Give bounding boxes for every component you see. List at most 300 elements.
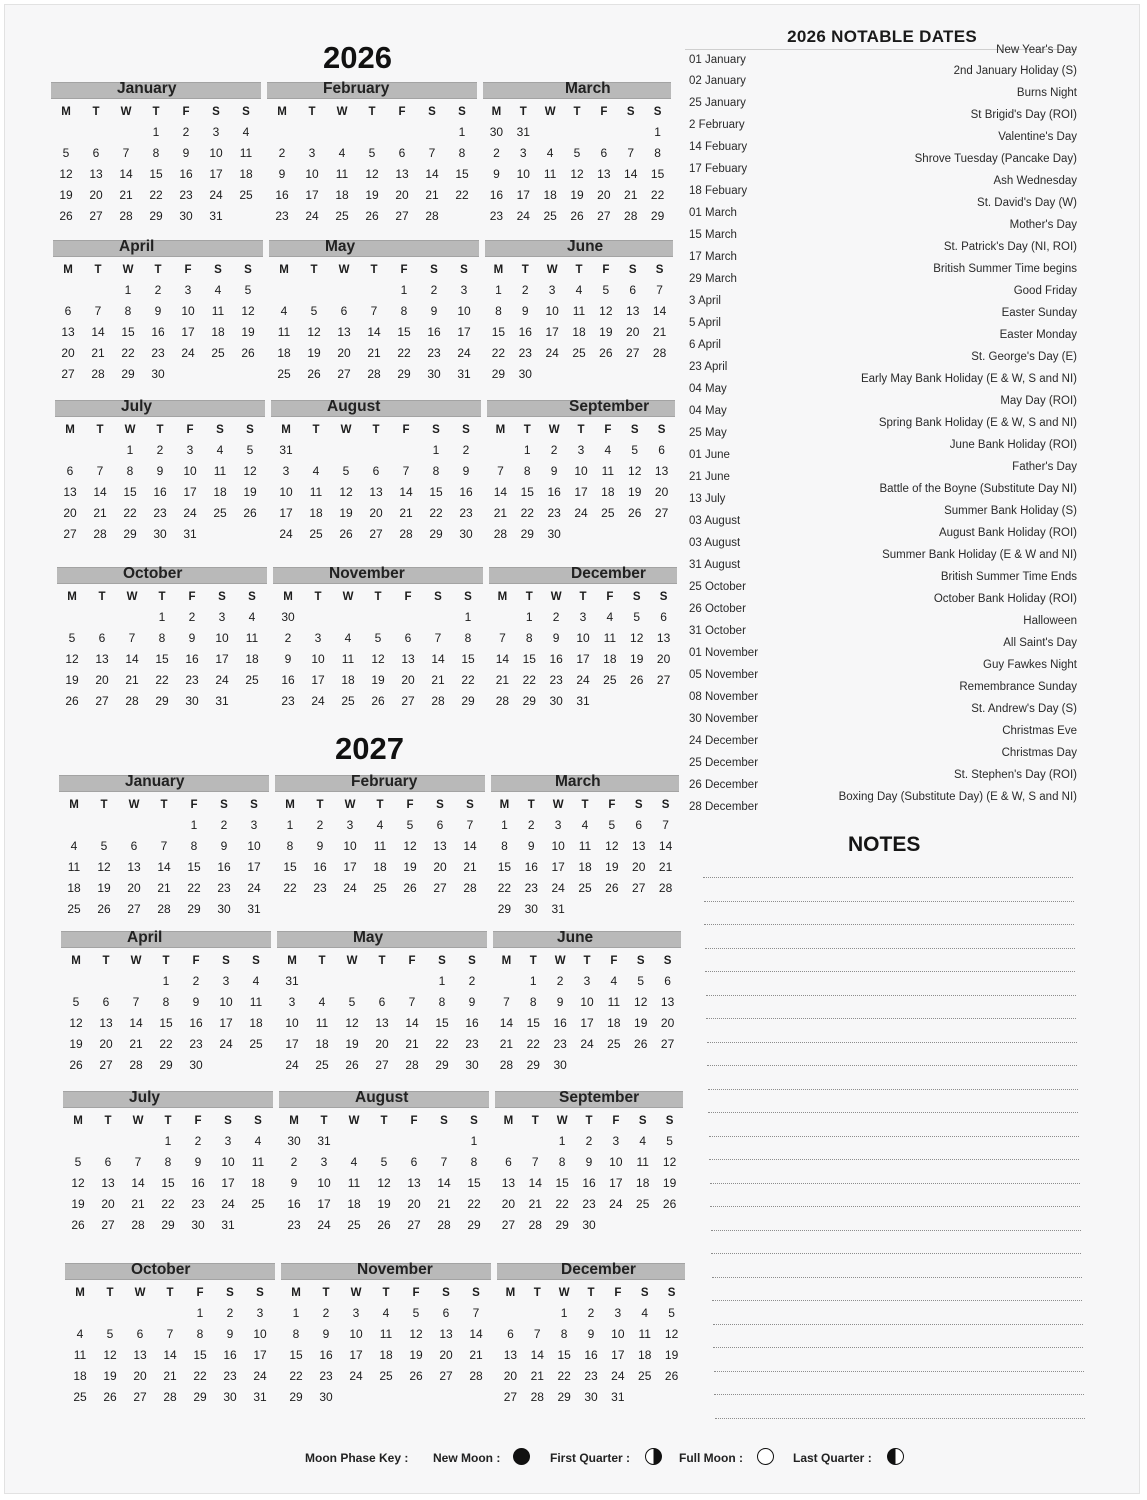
day-cell: 22: [526, 1037, 540, 1051]
notable-date: 25 October: [689, 581, 746, 593]
day-cell: 14: [463, 839, 477, 853]
day-cell: 10: [609, 1155, 623, 1169]
day-cell: 5: [666, 1134, 673, 1148]
day-cell: 9: [527, 839, 535, 853]
day-cell: 20: [660, 1016, 675, 1030]
notable-event: Battle of the Boyne (Substitute Day NI): [879, 483, 1077, 495]
new-moon-label: New Moon :: [433, 1451, 501, 1465]
month-name: August: [355, 1089, 409, 1106]
day-cell: 13: [337, 325, 351, 339]
day-cell: 9: [278, 167, 286, 181]
year-title-2027: 2027: [335, 731, 404, 766]
weekday-header: F: [196, 1287, 204, 1299]
day-grid: [63, 1111, 273, 1236]
month-march-2026: [483, 82, 671, 227]
day-cell: 4: [581, 818, 589, 832]
day-cell: 19: [599, 325, 613, 339]
day-cell: 19: [634, 1016, 648, 1030]
day-cell: 22: [149, 188, 163, 202]
day-cell: 29: [159, 1058, 173, 1072]
empty-day-cell: [429, 1131, 459, 1152]
empty-day-cell: [656, 1215, 683, 1236]
day-cell: 3: [320, 1155, 328, 1169]
empty-day-cell: [205, 524, 235, 545]
day-cell: 15: [522, 652, 536, 666]
day-cell: 23: [153, 506, 167, 520]
day-cell: 21: [437, 1197, 451, 1211]
day-cell: 13: [407, 1176, 421, 1190]
day-cell: 18: [67, 881, 81, 895]
day-cell: 12: [97, 860, 111, 874]
day-cell: 9: [556, 995, 564, 1009]
day-cell: 23: [319, 1369, 333, 1383]
weekday-header: S: [464, 591, 472, 603]
weekday-header: W: [132, 1115, 144, 1127]
weekday-header: F: [186, 424, 194, 436]
month-february-2026: [267, 82, 477, 227]
weekday-header: M: [499, 799, 510, 811]
day-cell: 2: [194, 1134, 202, 1148]
day-cell: 5: [380, 1155, 388, 1169]
day-cell: 16: [524, 860, 538, 874]
weekday-header: F: [604, 424, 612, 436]
day-cell: 31: [183, 527, 197, 541]
day-cell: 20: [127, 881, 141, 895]
day-cell: 8: [158, 631, 166, 645]
empty-day-cell: [489, 607, 516, 628]
day-cell: 11: [251, 1155, 265, 1169]
day-cell: 26: [345, 1058, 359, 1072]
day-cell: 5: [246, 443, 254, 457]
month-name: October: [131, 1261, 191, 1278]
month-name: August: [327, 398, 381, 415]
day-cell: 1: [438, 974, 446, 988]
day-cell: 5: [637, 974, 645, 988]
day-cell: 24: [611, 1369, 625, 1383]
day-cell: 30: [524, 902, 538, 916]
day-cell: 9: [290, 1176, 298, 1190]
day-cell: 19: [365, 188, 379, 202]
weekday-header: F: [608, 799, 616, 811]
empty-day-cell: [91, 971, 121, 992]
day-cell: 22: [159, 1037, 173, 1051]
day-cell: 19: [371, 673, 385, 687]
day-cell: 27: [401, 694, 415, 708]
day-cell: 13: [133, 1348, 147, 1362]
day-cell: 28: [431, 694, 445, 708]
weekday-header: T: [378, 955, 386, 967]
day-cell: 10: [580, 995, 594, 1009]
month-header-bar: [281, 1263, 491, 1280]
day-cell: 8: [464, 631, 472, 645]
day-cell: 14: [437, 1176, 451, 1190]
day-cell: 30: [185, 694, 199, 708]
day-cell: 1: [292, 1306, 300, 1320]
day-cell: 14: [469, 1327, 483, 1341]
empty-day-cell: [425, 899, 455, 920]
notes-line: [714, 1394, 1084, 1395]
day-cell: 27: [654, 506, 669, 520]
month-name: May: [325, 238, 356, 255]
day-cell: 12: [241, 304, 255, 318]
day-cell: 31: [551, 902, 565, 916]
day-cell: 17: [609, 1176, 623, 1190]
day-cell: 1: [654, 125, 661, 139]
day-cell: 15: [159, 1016, 173, 1030]
day-cell: 1: [286, 818, 294, 832]
weekday-header: W: [548, 424, 560, 436]
weekday-header: F: [408, 955, 416, 967]
day-cell: 6: [664, 974, 671, 988]
day-cell: 8: [286, 839, 294, 853]
day-cell: 17: [317, 1197, 331, 1211]
empty-day-cell: [566, 364, 593, 385]
day-cell: 15: [461, 652, 475, 666]
day-cell: 21: [469, 1348, 483, 1362]
day-cell: 27: [337, 367, 351, 381]
day-cell: 13: [501, 1176, 516, 1190]
day-cell: 11: [249, 995, 263, 1009]
day-cell: 1: [432, 443, 440, 457]
weekday-header: M: [491, 106, 502, 118]
day-cell: 2: [462, 443, 470, 457]
month-name: November: [357, 1261, 433, 1278]
day-cell: 21: [129, 1037, 143, 1051]
notable-date: 03 August: [689, 515, 741, 527]
weekday-header: S: [432, 424, 440, 436]
day-cell: 31: [209, 209, 223, 223]
day-cell: 13: [395, 167, 409, 181]
day-cell: 19: [403, 860, 417, 874]
day-cell: 18: [249, 1016, 263, 1030]
month-march-2027: [491, 775, 679, 920]
empty-day-cell: [329, 280, 359, 301]
month-header-bar: [269, 240, 479, 257]
day-cell: 13: [503, 1348, 518, 1362]
day-cell: 1: [523, 443, 531, 457]
month-name: April: [127, 929, 163, 946]
month-name: March: [565, 80, 611, 97]
day-cell: 7: [434, 631, 442, 645]
day-cell: 22: [187, 881, 201, 895]
day-cell: 30: [189, 1058, 203, 1072]
day-cell: 7: [627, 146, 635, 160]
day-cell: 28: [499, 1058, 514, 1072]
day-cell: 5: [668, 1306, 675, 1320]
day-cell: 27: [626, 346, 640, 360]
month-name: September: [569, 398, 650, 415]
day-cell: 26: [243, 506, 257, 520]
weekday-header: S: [442, 1287, 450, 1299]
day-grid: [279, 1111, 489, 1236]
empty-day-cell: [623, 691, 650, 712]
notable-event: St. George's Day (E): [971, 351, 1077, 363]
day-cell: 20: [395, 188, 409, 202]
day-cell: 2: [192, 974, 200, 988]
day-cell: 26: [570, 209, 584, 223]
day-cell: 16: [191, 1176, 205, 1190]
empty-day-cell: [423, 607, 453, 628]
day-cell: 11: [277, 325, 291, 339]
day-cell: 31: [576, 694, 590, 708]
day-cell: 14: [131, 1176, 145, 1190]
day-cell: 10: [457, 304, 471, 318]
empty-day-cell: [61, 971, 91, 992]
day-cell: 25: [341, 694, 355, 708]
day-cell: 11: [379, 1327, 393, 1341]
day-cell: 16: [185, 652, 199, 666]
month-may-2026: [269, 240, 479, 385]
day-cell: 10: [349, 1327, 363, 1341]
day-cell: 9: [521, 304, 529, 318]
day-cell: 23: [179, 188, 193, 202]
day-cell: 25: [239, 188, 253, 202]
day-cell: 29: [526, 1058, 540, 1072]
notes-line: [707, 1042, 1077, 1043]
empty-day-cell: [596, 691, 623, 712]
day-cell: 20: [626, 325, 640, 339]
day-cell: 16: [459, 485, 473, 499]
day-cell: 8: [501, 839, 508, 853]
day-cell: 14: [129, 1016, 143, 1030]
day-cell: 26: [409, 1369, 423, 1383]
day-cell: 3: [577, 443, 585, 457]
day-cell: 30: [319, 1390, 333, 1404]
notable-date: 01 November: [689, 647, 759, 659]
day-cell: 17: [611, 1348, 625, 1362]
weekday-header: S: [628, 264, 637, 276]
notable-event: St. David's Day (W): [977, 197, 1077, 209]
day-cell: 15: [467, 1176, 481, 1190]
day-cell: 16: [319, 1348, 333, 1362]
month-header-bar: [485, 240, 673, 257]
day-grid: [485, 260, 673, 385]
day-cell: 24: [545, 346, 559, 360]
day-cell: 4: [248, 610, 256, 624]
day-cell: 7: [662, 818, 669, 832]
day-cell: 27: [395, 209, 409, 223]
weekday-header: S: [468, 955, 476, 967]
day-cell: 11: [636, 1155, 649, 1169]
empty-day-cell: [564, 122, 591, 143]
day-cell: 10: [576, 631, 590, 645]
weekday-header: T: [102, 955, 110, 967]
notes-line: [709, 1159, 1079, 1160]
month-august-2027: [279, 1091, 489, 1236]
day-cell: 24: [516, 209, 530, 223]
notable-date: 26 October: [689, 603, 746, 615]
notable-date-row: [685, 791, 1077, 819]
weekday-header: T: [106, 1287, 114, 1299]
day-cell: 26: [371, 694, 385, 708]
day-cell: 22: [123, 506, 137, 520]
day-cell: 5: [310, 304, 318, 318]
weekday-header: W: [350, 1287, 362, 1299]
day-cell: 15: [149, 167, 163, 181]
day-cell: 8: [196, 1327, 204, 1341]
notable-event: Christmas Eve: [1002, 725, 1077, 737]
weekday-header: S: [254, 1115, 262, 1127]
day-cell: 11: [245, 631, 259, 645]
day-cell: 18: [309, 506, 323, 520]
month-september-2026: [487, 400, 675, 545]
empty-day-cell: [572, 899, 599, 920]
weekday-header: T: [583, 955, 591, 967]
day-cell: 9: [587, 1327, 595, 1341]
day-cell: 16: [549, 652, 563, 666]
day-cell: 24: [181, 346, 195, 360]
day-cell: 29: [397, 367, 411, 381]
day-cell: 10: [611, 1327, 625, 1341]
day-cell: 1: [124, 283, 132, 297]
empty-day-cell: [395, 899, 425, 920]
day-cell: 4: [639, 1134, 647, 1148]
day-cell: 31: [516, 125, 530, 139]
day-cell: 9: [468, 995, 476, 1009]
day-cell: 30: [582, 1218, 596, 1232]
day-cell: 2: [322, 1306, 330, 1320]
empty-day-cell: [155, 1303, 185, 1324]
day-cell: 12: [339, 485, 353, 499]
weekday-header: W: [554, 955, 566, 967]
day-cell: 23: [465, 1037, 479, 1051]
day-cell: 30: [151, 367, 165, 381]
month-name: September: [559, 1089, 640, 1106]
month-november-2026: [273, 567, 483, 712]
weekday-header: T: [164, 1115, 172, 1127]
day-cell: 1: [525, 610, 533, 624]
day-cell: 13: [439, 1327, 453, 1341]
weekday-header: S: [640, 1287, 649, 1299]
day-grid: [487, 420, 675, 545]
notable-date: 5 April: [689, 317, 721, 329]
day-cell: 3: [222, 974, 230, 988]
day-cell: 4: [214, 283, 222, 297]
empty-day-cell: [297, 122, 327, 143]
day-grid: [269, 260, 479, 385]
day-cell: 23: [547, 506, 561, 520]
notes-line: [712, 1300, 1082, 1301]
weekday-header: M: [501, 955, 512, 967]
day-cell: 30: [489, 125, 504, 139]
notes-line: [712, 1277, 1082, 1278]
day-cell: 23: [553, 1037, 567, 1051]
notable-date-row: [685, 593, 1077, 621]
weekday-header: T: [527, 799, 535, 811]
day-cell: 11: [607, 995, 621, 1009]
day-cell: 15: [123, 485, 137, 499]
day-cell: 27: [95, 694, 109, 708]
notable-event: British Summer Time Ends: [940, 571, 1077, 583]
weekday-header: T: [370, 264, 378, 276]
day-cell: 8: [400, 304, 408, 318]
day-cell: 6: [436, 818, 444, 832]
day-cell: 2: [188, 610, 196, 624]
weekday-header: W: [122, 264, 134, 276]
day-cell: 26: [71, 1218, 85, 1232]
day-cell: 18: [251, 1176, 265, 1190]
month-name: April: [119, 238, 155, 255]
month-header-bar: [495, 1091, 683, 1108]
day-cell: 4: [242, 125, 250, 139]
day-cell: 26: [403, 881, 417, 895]
day-cell: 23: [489, 209, 504, 223]
day-cell: 29: [557, 1390, 571, 1404]
day-cell: 24: [183, 506, 197, 520]
weekday-header: S: [250, 799, 258, 811]
empty-day-cell: [493, 971, 520, 992]
weekday-header: S: [252, 955, 260, 967]
month-header-bar: [59, 775, 269, 792]
day-cell: 9: [182, 146, 190, 160]
day-cell: 28: [91, 367, 105, 381]
day-cell: 12: [365, 167, 379, 181]
notes-line: [708, 1112, 1078, 1113]
day-cell: 27: [133, 1390, 147, 1404]
notable-event: St. Stephen's Day (ROI): [954, 769, 1077, 781]
day-cell: 27: [597, 209, 611, 223]
notable-date: 04 May: [689, 383, 727, 395]
day-cell: 10: [247, 839, 261, 853]
month-header-bar: [489, 567, 677, 584]
weekday-header: S: [246, 424, 254, 436]
day-cell: 4: [641, 1306, 649, 1320]
day-cell: 27: [369, 527, 383, 541]
day-cell: 24: [253, 1369, 267, 1383]
day-cell: 2: [284, 631, 292, 645]
day-cell: 14: [405, 1016, 419, 1030]
notable-event: Easter Monday: [999, 329, 1077, 341]
notes-line: [711, 1230, 1081, 1231]
day-cell: 4: [312, 464, 320, 478]
day-cell: 27: [632, 881, 646, 895]
day-cell: 25: [277, 367, 291, 381]
day-cell: 5: [608, 818, 616, 832]
empty-day-cell: [461, 1387, 491, 1408]
day-cell: 8: [470, 1155, 478, 1169]
notes-line: [706, 1018, 1076, 1019]
day-cell: 19: [69, 1037, 83, 1051]
day-cell: 30: [459, 527, 473, 541]
month-header-bar: [273, 567, 483, 584]
day-cell: 20: [503, 1369, 518, 1383]
empty-day-cell: [55, 440, 85, 461]
day-cell: 28: [129, 1058, 143, 1072]
year-title-2026: 2026: [323, 40, 392, 75]
day-cell: 27: [63, 527, 77, 541]
day-cell: 13: [401, 652, 415, 666]
day-cell: 20: [407, 1197, 421, 1211]
day-cell: 10: [181, 304, 195, 318]
day-cell: 8: [529, 995, 537, 1009]
day-cell: 30: [287, 1134, 301, 1148]
day-cell: 21: [463, 860, 477, 874]
empty-day-cell: [447, 206, 477, 227]
day-cell: 30: [223, 1390, 237, 1404]
day-cell: 16: [547, 485, 561, 499]
notable-date: 23 April: [689, 361, 728, 373]
day-grid: [273, 587, 483, 712]
day-cell: 13: [433, 839, 447, 853]
empty-day-cell: [627, 1055, 654, 1076]
weekday-header: T: [372, 424, 380, 436]
day-cell: 10: [574, 464, 588, 478]
day-cell: 8: [162, 995, 170, 1009]
day-cell: 25: [73, 1390, 87, 1404]
weekday-header: M: [291, 1287, 301, 1299]
day-cell: 9: [322, 1327, 330, 1341]
weekday-header: T: [98, 591, 106, 603]
